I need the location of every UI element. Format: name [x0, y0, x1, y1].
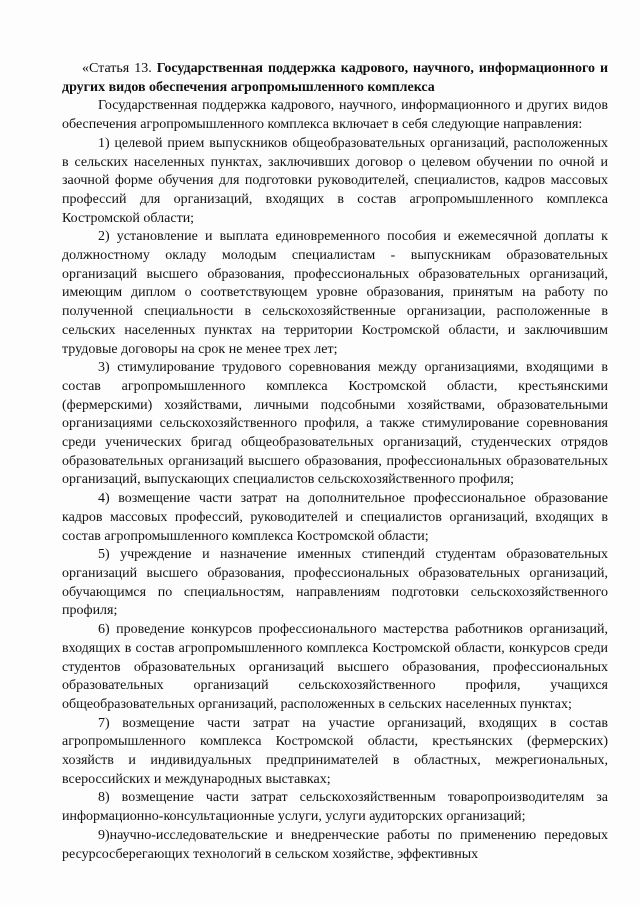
list-item-4: 4) возмещение части затрат на дополнительное профессиональное образование кадров массовых профессий, руководителей и специалистов организаций, входящих в состав агропромышленного комплекса Костромской области; [62, 491, 608, 544]
list-item-8: 8) возмещение части затрат сельскохозяйственным товаропроизводителям за информационно-консультационные услуги, услуги аудиторских организаций; [62, 790, 608, 825]
intro-paragraph: Государственная поддержка кадрового, научного, информационного и других видов обеспечения агропромышленного комплекса включает в себя следующие направления: [62, 98, 608, 133]
list-item-6: 6) проведение конкурсов профессионального мастерства работников организаций, входящих в состав агропромышленного комплекса Костромской области, конкурсов среди студентов образовательных организаций высшего образования, профессиональных образовательных организаций сельскохозяйственного профиля, учащихся общеобразовательных организаций, расположенных в сельских населенных пунктах; [62, 622, 608, 712]
list-item-3: 3) стимулирование трудового соревнования между организациями, входящими в состав агропромышленного комплекса Костромской области, крестьянскими (фермерскими) хозяйствами, личными подсобными хозяйствами, образовательными организациями сельскохозяйственного профиля, а также стимулирование соревнования среди ученических бригад общеобразовательных организаций, студенческих отрядов образовательных организаций высшего образования, профессиональных образовательных организаций, выпускающих специалистов сельскохозяйственного профиля; [62, 360, 608, 488]
list-item-7: 7) возмещение части затрат на участие организаций, входящих в состав агропромышленного комплекса Костромской области, крестьянских (фермерских) хозяйств и индивидуальных предпринимателей в областных, межрегиональных, всероссийских и международных выставках; [62, 715, 608, 787]
article-title: Государственная поддержка кадрового, научного, информационного и других видов обеспечения агропромышленного комплекса [62, 61, 609, 95]
list-item-2: 2) установление и выплата единовременного пособия и ежемесячной доплаты к должностному окладу молодым специалистам - выпускникам образовательных организаций высшего образования, профессиональных образовательных организаций, имеющим диплом о соответствующем уровне образования, принятым на работу по полученной специальности в сельскохозяйственные организации, расположенные в сельских населенных пунктах на территории Костромской области, и заключившим трудовые договоры на срок не менее трех лет; [62, 229, 608, 357]
article-prefix: «Статья 13. [82, 61, 152, 76]
list-item-9: 9)научно-исследовательские и внедренческие работы по применению передовых ресурсосберегающих технологий в сельском хозяйстве, эффективных [62, 827, 608, 862]
article-heading [62, 60, 608, 97]
list-item-5: 5) учреждение и назначение именных стипендий студентам образовательных организаций высшего образования, профессиональных образовательных организаций, обучающимся по специальностям, направлениям подготовки сельскохозяйственного профиля; [62, 547, 608, 619]
document-body [62, 60, 608, 864]
list-item-1: 1) целевой прием выпускников общеобразовательных организаций, расположенных в сельских населенных пунктах, заключивших договор о целевом обучении по очной и заочной форме обучения для подготовки руководителей, специалистов, кадров массовых профессий для организаций, входящих в состав агропромышленного комплекса Костромской области; [62, 135, 608, 226]
